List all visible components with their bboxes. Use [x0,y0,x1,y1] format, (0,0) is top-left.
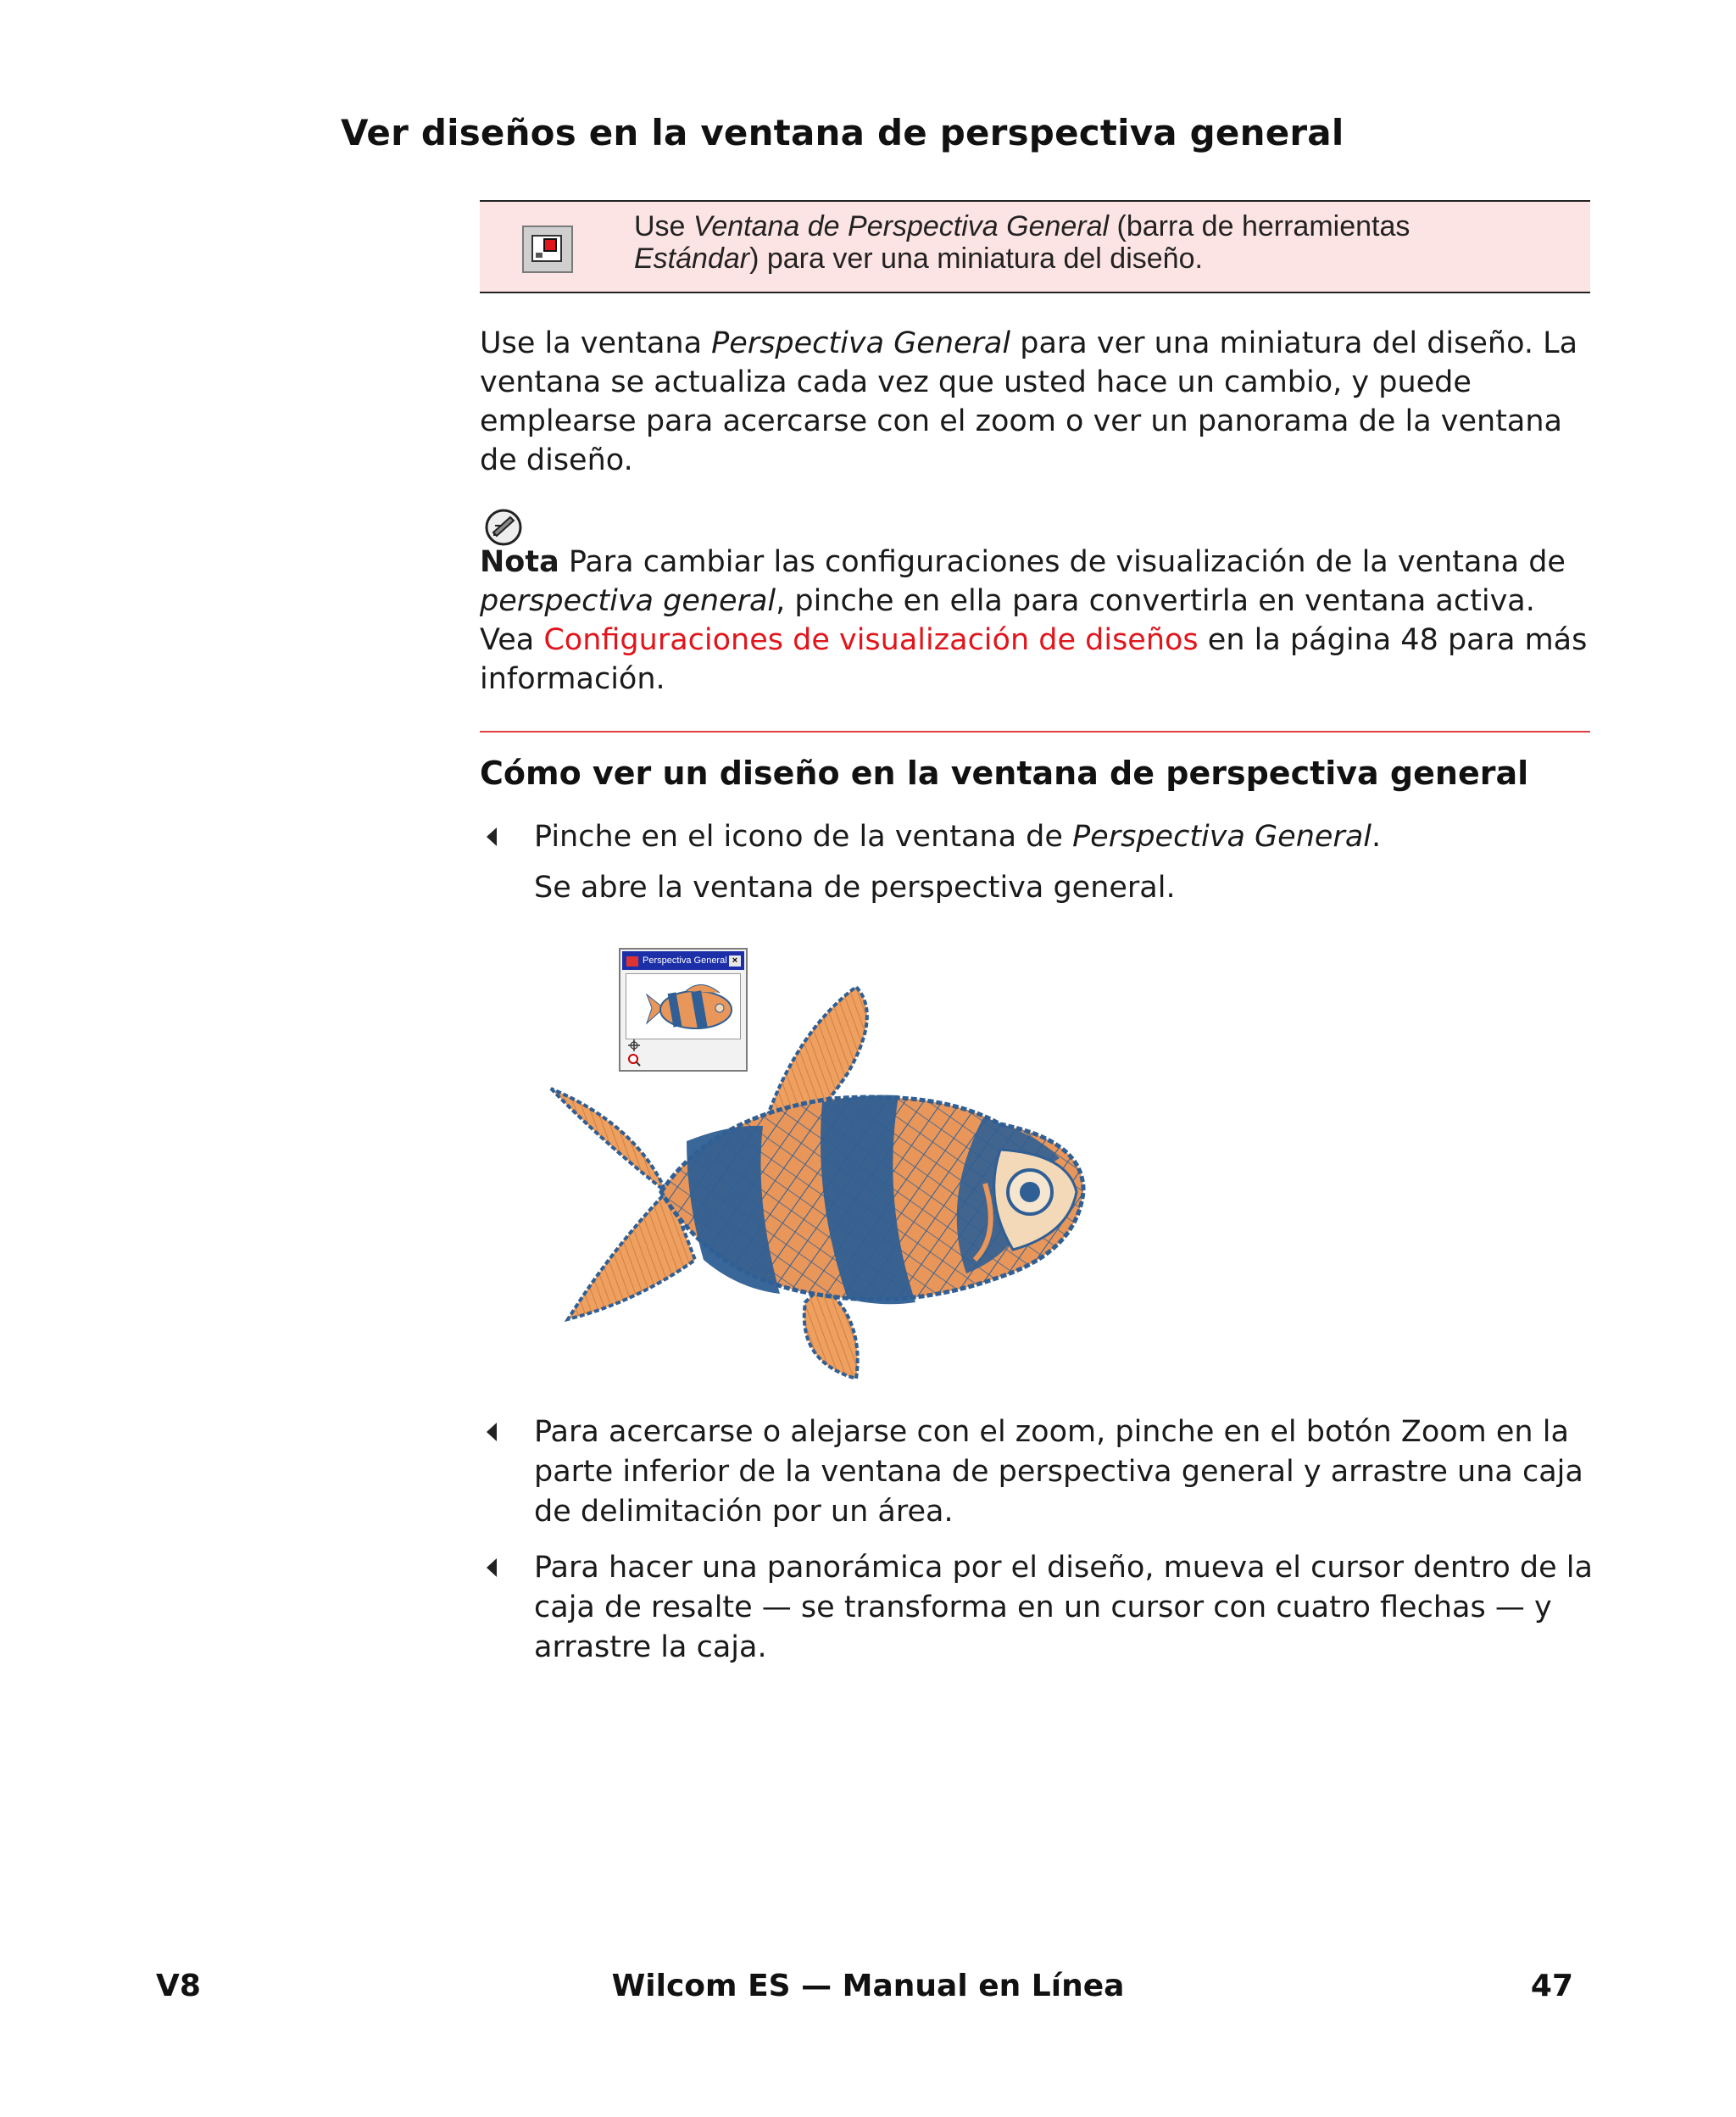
window-title-bar[interactable] [622,951,744,970]
close-icon[interactable]: × [729,955,741,967]
tip-box [480,200,1590,293]
intro-paragraph: Use la ventana Perspectiva General para ver una miniatura del diseño. La ventana se actualiza cada vez que usted hace un cambio, y puede emplearse para acercarse con el zoom o ver un panorama de la ventana de diseño. [480,326,1578,477]
display-settings-link[interactable]: Configuraciones de visualización de diseños [543,623,1199,657]
step-text: Para acercarse o alejarse con el zoom, pinche en el botón Zoom en la parte inferior de la ventana de perspectiva general y arrastre una caja de delimitación por un área. [534,1415,1583,1529]
tip-text: Use Ventana de Perspectiva General (barra de herramientas Estándar) para ver una miniatura del diseño. [634,210,1410,275]
step-text: Para hacer una panorámica por el diseño, mueva el cursor dentro de la caja de resalte — se transforma en un cursor con cuatro flechas — y arrastre la caja. [534,1551,1593,1664]
toolbar-name: Estándar [634,242,750,275]
note-icon [483,507,524,548]
tool-name: Ventana de Perspectiva General [693,210,1110,242]
note-paragraph: Nota Para cambiar las configuraciones de visualización de la ventana de perspectiva general, pinche en ella para convertirla en ventana activa. Vea Configuraciones de visualización de diseños en la página 48 para más información. [480,545,1588,696]
step-text: Pinche en el icono de la ventana de Perspectiva General. [534,820,1382,854]
page-heading: Ver diseños en la ventana de perspectiva general [341,112,1344,153]
section-divider [480,731,1590,733]
bullet-arrow-icon [487,1423,497,1441]
bullet-arrow-icon [487,1558,497,1577]
section-subheading: Cómo ver un diseño en la ventana de perspectiva general [480,755,1529,792]
bullet-arrow-icon [487,827,497,846]
fish-embroidery-image [542,980,1093,1396]
app-icon [626,956,638,967]
overview-window-icon[interactable] [522,226,573,273]
step-result: Se abre la ventana de perspectiva general. [534,871,1176,905]
note-label: Nota [480,545,559,579]
footer-version: V8 [156,1969,201,2003]
footer-title: Wilcom ES — Manual en Línea [611,1969,1125,2003]
window-title: Perspectiva General [643,955,727,966]
page-number: 47 [1530,1969,1573,2003]
